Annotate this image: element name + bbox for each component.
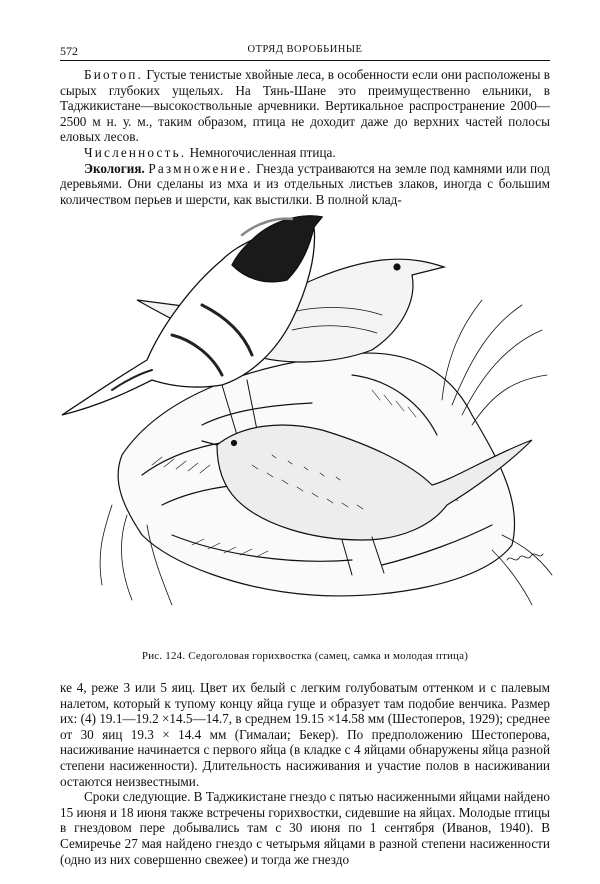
- biotope-label: Биотоп.: [84, 67, 143, 82]
- ecology-paragraph: [60, 161, 550, 208]
- running-title: ОТРЯД ВОРОБЬИНЫЕ: [247, 44, 363, 55]
- redstart-drawing: [52, 205, 562, 635]
- timing-paragraph: Сроки следующие. В Таджикистане гнездо с пятью насиженными яйцами найдено 15 июня и 18 июня также встречены горихвостки, сидевшие на яйцах. Молодые птицы в гнездовом пере добывались там с 30 июня по 1 сентября (Иванов, 1940). В Семиречье 27 мая найдено гнездо с четырьмя яйцами в разной степени насиженности (одно из них совершенно свежее) и тогда же гнездо: [60, 789, 550, 867]
- biotope-paragraph: [60, 67, 550, 145]
- top-text-block: [60, 67, 550, 207]
- numbers-text: Немногочисленная птица.: [186, 144, 336, 160]
- breeding-text: Гнезда устраиваются на земле под камнями или под деревьями. Они сделаны из мха и из отдельных листьев злаков, иногда с большим количеством перьев и шерсти, как выстилки. В полной клад-: [60, 160, 550, 207]
- page-number: 572: [60, 44, 78, 58]
- header-rule: [60, 60, 550, 61]
- bottom-text-block: [60, 680, 550, 867]
- numbers-paragraph: [60, 145, 550, 161]
- biotope-text: Густые тенистые хвойные леса, в особенности если они расположены в сырых глубоких ущельях. На Тянь-Шане это преимущественно ельники, в Таджикистане—высокоствольные арчевники. Вертикальное распространение 2000—2500 м н. у. м., таким образом, птица не доходит даже до верхних частей полосы еловых лесов.: [60, 67, 550, 145]
- figure-caption: Рис. 124. Седоголовая горихвостка (самец, самка и молодая птица): [141, 650, 469, 662]
- clutch-paragraph: ке 4, реже 3 или 5 яиц. Цвет их белый с легким голубоватым оттенком и с палевым налетом, который к тупому концу яйца гуще и образует там подобие венчика. Размер их: (4) 19.1—19.2 ×14.5—14.7, в среднем 19.15 ×14.58 мм (Шестоперов, 1929); среднее от 30 яиц 19.3 × 14.4 мм (Гималаи; Бекер). По предположению Шестоперова, насиживание начинается с первого яйца (в кладке с 4 яйцами обнаружены яйца разной степени насиженности). Длительность насиживания и участие полов в насиживании остаются неизвестными.: [60, 680, 550, 789]
- breeding-label: Размножение.: [148, 160, 253, 176]
- bird-illustration: [52, 205, 562, 635]
- page-header: [60, 44, 550, 60]
- ecology-label: Экология.: [84, 160, 145, 176]
- numbers-label: Численность.: [84, 144, 187, 160]
